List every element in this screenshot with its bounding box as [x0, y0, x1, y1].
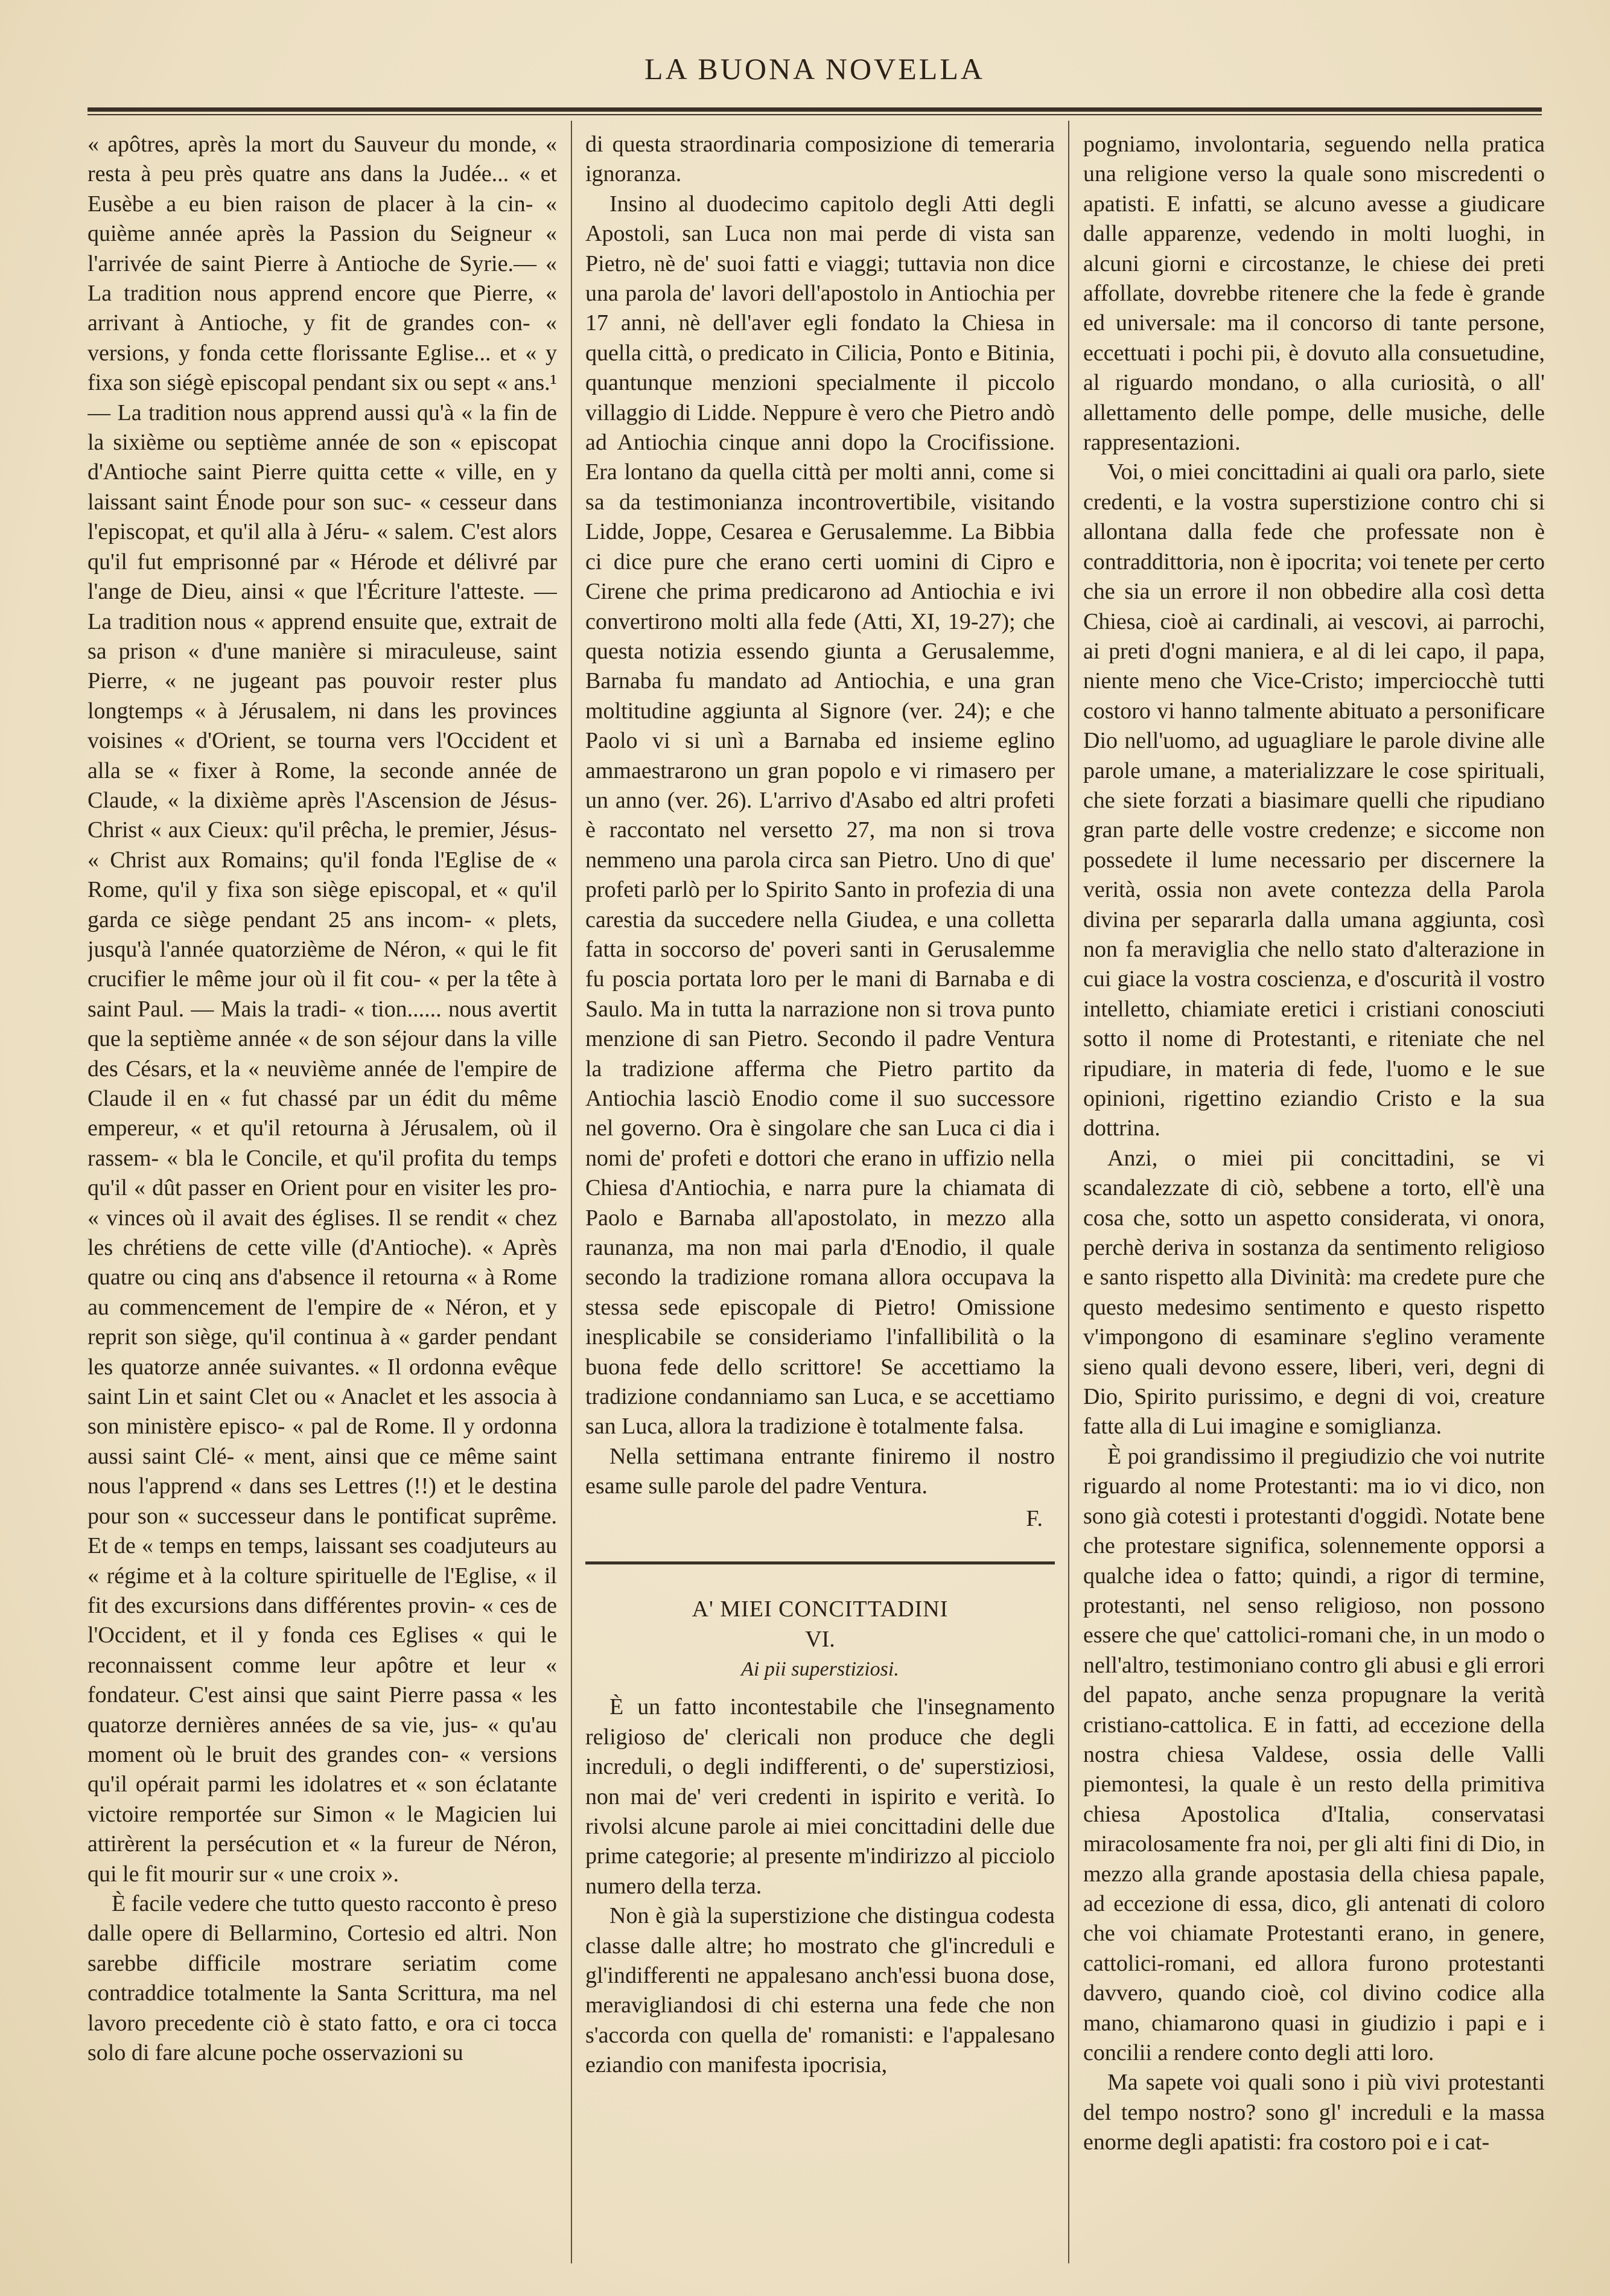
article-number: VI. [805, 1626, 835, 1652]
paragraph: di questa straordinaria composizione di temeraria ignoranza. [585, 132, 1055, 187]
column-3 [1083, 130, 1545, 2260]
paragraph: Voi, o miei concittadini ai quali ora parlo, siete credenti, e la vostra superstizione contro chi si allontana dalla fede che professate non è contraddittoria, non è ipocrita; voi tenete per certo che sia un errore il non obbedire alla così detta Chiesa, cioè ai cardinali, ai vescovi, ai parrochi, ai preti d'ogni maniera, e al di lei capo, il papa, niente meno che Vice-Cristo; imperciocchè tutti costoro vi hanno talmente abituato a personificare Dio nell'uomo, ad uguagliare le parole divine alle parole umane, a materializzare le cose spirituali, che siete forzati a biasimare quelli che ripudiano gran parte delle vostre credenze; e siccome non possedete il lume necessario per discernere la verità, ossia non avete contezza della Parola divina per separarla dalla umana aggiunta, così non fa meraviglia che nello stato d'alterazione in cui giace la vostra coscienza, e d'oscurità il vostro intelletto, chiamiate eretici i cristiani conosciuti sotto il nome di Protestanti, e riteniate che nel ripudiare, in materia di fede, l'uomo e le sue opinioni, rigettino eziandio Cristo e la sua dottrina. [1083, 459, 1545, 1141]
paragraph: Nella settimana entrante finiremo il nostro esame sulle parole del padre Ventura. [585, 1443, 1055, 1499]
paragraph: Anzi, o miei pii concittadini, se vi scandalezzate di ciò, sebbene a torto, ell'è una cosa che, sotto un aspetto considerata, vi onora, perchè deriva in sostanza da sentimento religioso e santo rispetto alla Divinità: ma credete pure che questo medesimo sentimento e questo rispetto v'impongono di esaminare s'eglino veramente sieno quali devono essere, liberi, veri, degni di Dio, Spirito purissimo, e degni di voi, creature fatte alla di Lui imagine e somiglianza. [1083, 1145, 1545, 1440]
column-divider [1068, 121, 1069, 2263]
header-rule [88, 107, 1542, 112]
paragraph: Ma sapete voi quali sono i più vivi protestanti del tempo nostro? sono gl' increduli e la massa enorme degli apatisti: fra costoro poi e i cat- [1083, 2070, 1545, 2155]
paragraph: È facile vedere che tutto questo racconto è preso dalle opere di Bellarmino, Cortesio ed altri. Non sarebbe difficile mostrare seriatim come contraddice totalmente la Santa Scrittura, ma nel lavoro precedente ciò è stato fatto, e ora ci tocca solo di fare alcune poche osservazioni su [88, 1890, 557, 2065]
author-signature: F. [1026, 1505, 1043, 1531]
header-rule-thin [88, 114, 1542, 115]
article-subtitle: Ai pii superstiziosi. [741, 1657, 899, 1680]
column-2 [585, 130, 1055, 2260]
page-header-title: LA BUONA NOVELLA [644, 52, 985, 86]
paragraph: pogniamo, involontaria, seguendo nella pratica una religione verso la quale sono miscredenti o apatisti. E infatti, se alcuno avesse a giudicare dalle apparenze, vedendo in molti luoghi, in alcuni giorni e circostanze, le chiese dei preti affollate, dovrebbe ritenere che la fede è grande ed universale: ma il concorso di tante persone, eccettuati i pochi pii, è dovuto alla consuetudine, al riguardo mondano, o alla curiosità, o all' allettamento delle pompe, delle musiche, delle rappresentazioni. [1083, 132, 1545, 456]
paragraph: È un fatto incontestabile che l'insegnamento religioso de' clericali non produce che degli increduli, o degli indifferenti, o de' superstiziosi, non mai de' veri credenti in ispirito e verità. Io rivolsi alcune parole ai miei concittadini delle due prime categorie; al presente m'indirizzo al picciolo numero della terza. [585, 1694, 1055, 1899]
paragraph: Insino al duodecimo capitolo degli Atti degli Apostoli, san Luca non mai perde di vista san Pietro, nè de' suoi fatti e viaggi; tuttavia non dice una parola de' lavori dell'apostolo in Antiochia per 17 anni, nè dell'aver egli fondato la Chiesa in quella città, o predicato in Cilicia, Ponto e Bitinia, quantunque menzioni specialmente il piccolo villaggio di Lidde. Neppure è vero che Pietro andò ad Antiochia cinque anni dopo la Crocifissione. Era lontano da quella città per molti anni, come si sa da testimonianza incontrovertibile, visitando Lidde, Joppe, Cesarea e Gerusalemme. La Bibbia ci dice pure che erano certi uomini di Cipro e Cirene che prima predicarono ad Antiochia e ivi convertirono molti alla fede (Atti, XI, 19-27); che questa notizia essendo giunta a Gerusalemme, Barnaba fu mandato ad Antiochia, e una gran moltitudine aggiunta al Signore (ver. 24); e che Paolo vi si unì a Barnaba ed insieme eglino ammaestrarono un gran popolo e vi rimasero per un anno (ver. 26). L'arrivo d'Asabo ed altri profeti è raccontato nel versetto 27, ma non si trova nemmeno una parola circa san Pietro. Uno di que' profeti parlò per lo Spirito Santo in profezia di una carestia da succedere nella Giudea, e una colletta fatta in soccorso de' poveri santi in Gerusalemme fu poscia portata loro per le mani di Barnaba e di Saulo. Ma in tutta la narrazione non si trova punto menzione di san Pietro. Secondo il padre Ventura la tradizione afferma che Pietro partito da Antiochia lasciò Enodio come il suo successore nel governo. Ora è singolare che san Luca ci dia i nomi de' profeti e dottori che erano in uffizio nella Chiesa d'Antiochia, e narra pure la chiamata di Paolo e Barnaba all'apostolato, in mezzo alla raunanza, ma non mai parla d'Enodio, il quale secondo la tradizione romana allora occupava la stessa sede episcopale di Pietro! Omissione inesplicabile se consideriamo l'infallibilità o la buona fede dello scrittore! Se accettiamo la tradizione condanniamo san Luca, e se accettiamo san Luca, allora la tradizione è totalmente falsa. [585, 191, 1055, 1440]
column-divider [571, 121, 572, 2263]
article-title: A' MIEI CONCITTADINI [692, 1596, 949, 1622]
article-separator [585, 1561, 1055, 1564]
paragraph: Non è già la superstizione che distingua codesta classe dalle altre; ho mostrato che gl'increduli e gl'indifferenti ne appalesano anch'essi buona dose, meravigliandosi di chi esterna una fede che non s'accorda con quella de' romanisti: e l'appalesano eziandio con manifesta ipocrisia, [585, 1903, 1055, 2078]
paragraph: È poi grandissimo il pregiudizio che voi nutrite riguardo al nome Protestanti: ma io vi dico, non sono già cotesti i protestanti d'oggidì. Notate bene che protestare significa, solennemente opporsi a qualche idea o fatto; quindi, a rigor di termine, protestanti, nel senso religioso, non possono essere che que' cattolici-romani che, in un modo o nell'altro, testimoniano contro gli abusi e gli errori del papato, anche senza propugnare la verità cristiano-cattolica. E in fatti, ad eccezione della nostra chiesa Valdese, ossia delle Valli piemontesi, la quale è un resto della primitiva chiesa Apostolica d'Italia, conservatasi miracolosamente fra noi, per gli alti fini di Dio, in mezzo alla grande apostasia della chiesa papale, ad eccezione di essa, dico, gli antenati di coloro che voi chiamate Protestanti erano, in genere, cattolici-romani, ed allora furono protestanti davvero, quando cioè, col divino codice alla mano, chiamarono quasi in giudizio i papi e i concilii a rendere conto degli atti loro. [1083, 1443, 1545, 2065]
column-1 [88, 130, 557, 2260]
paragraph: « apôtres, après la mort du Sauveur du monde, « resta à peu près quatre ans dans la Judée... « et Eusèbe a eu bien raison de placer à la cin- « quième année après la Passion du Seigneur « l'arrivée de saint Pierre à Antioche de Syrie.— « La tradition nous apprend encore que Pierre, « arrivant à Antioche, y fit de grandes con- « versions, y fonda cette florissante Eglise... et « y fixa son siégè episcopal pendant six ou sept « ans.¹— La tradition nous apprend aussi qu'à « la fin de la sixième ou septième année de son « episcopat d'Antioche saint Pierre quitta cette « ville, en y laissant saint Énode pour son suc- « cesseur dans l'episcopat, et qu'il alla à Jéru- « salem. C'est alors qu'il fut emprisonné par « Hérode et délivré par l'ange de Dieu, ainsi « que l'Écriture l'atteste. — La tradition nous « apprend ensuite que, extrait de sa prison « d'une manière si miraculeuse, saint Pierre, « ne jugeant pas pouvoir rester plus longtemps « à Jérusalem, ni dans les provinces voisines « d'Orient, se tourna vers l'Occident et alla se « fixer à Rome, la seconde année de Claude, « la dixième après l'Ascension de Jésus-Christ « aux Cieux: qu'il prêcha, le premier, Jésus- « Christ aux Romains; qu'il fonda l'Eglise de « Rome, qu'il y fixa son siège episcopal, et « qu'il garda ce siège pendant 25 ans incom- « plets, jusqu'à l'année quatorzième de Néron, « qui le fit crucifier le même jour où il fit cou- « per la tête à saint Paul. — Mais la tradi- « tion...... nous avertit que la septième année « de son séjour dans la ville des Césars, et la « neuvième année de l'empire de Claude il en « fut chassé par un édit du même empereur, « et qu'il retourna à Jérusalem, où il rassem- « bla le Concile, et qu'il profita du temps qu'il « dût passer en Orient pour en visiter les pro- « vinces où il avait des églises. Il se rendit « chez les chrétiens de cette ville (d'Antioche). « Après quatre ou cinq ans d'absence il retourna « à Rome au commencement de l'empire de « Néron, et y reprit son siège, qu'il continua à « garder pendant les quatorze année suivantes. « Il ordonna evêque saint Lin et saint Clet ou « Anaclet et les associa à son ministère episco- « pal de Rome. Il y ordonna aussi saint Clé- « ment, ainsi que ce même saint nous l'apprend « dans ses Lettres (!!) et le destina pour son « successeur dans le pontificat suprême. Et de « temps en temps, laissant ses coadjuteurs au « régime et à la colture spirituelle de l'Eglise, « il fit des excursions dans différentes provin- « ces de l'Occident, et il y fonda ces Eglises « qui le reconnaissent comme leur apôtre et leur « fondateur. C'est ainsi que saint Pierre passa « les quatorze dernières années de sa vie, jus- « qu'au moment où le bruit des grandes con- « versions qu'il opérait parmi les idolatres et « son éclatante victoire remportée sur Simon « le Magicien lui attirèrent la persécution et « la fureur de Néron, qui le fit mourir sur « une croix ». [88, 132, 557, 1887]
